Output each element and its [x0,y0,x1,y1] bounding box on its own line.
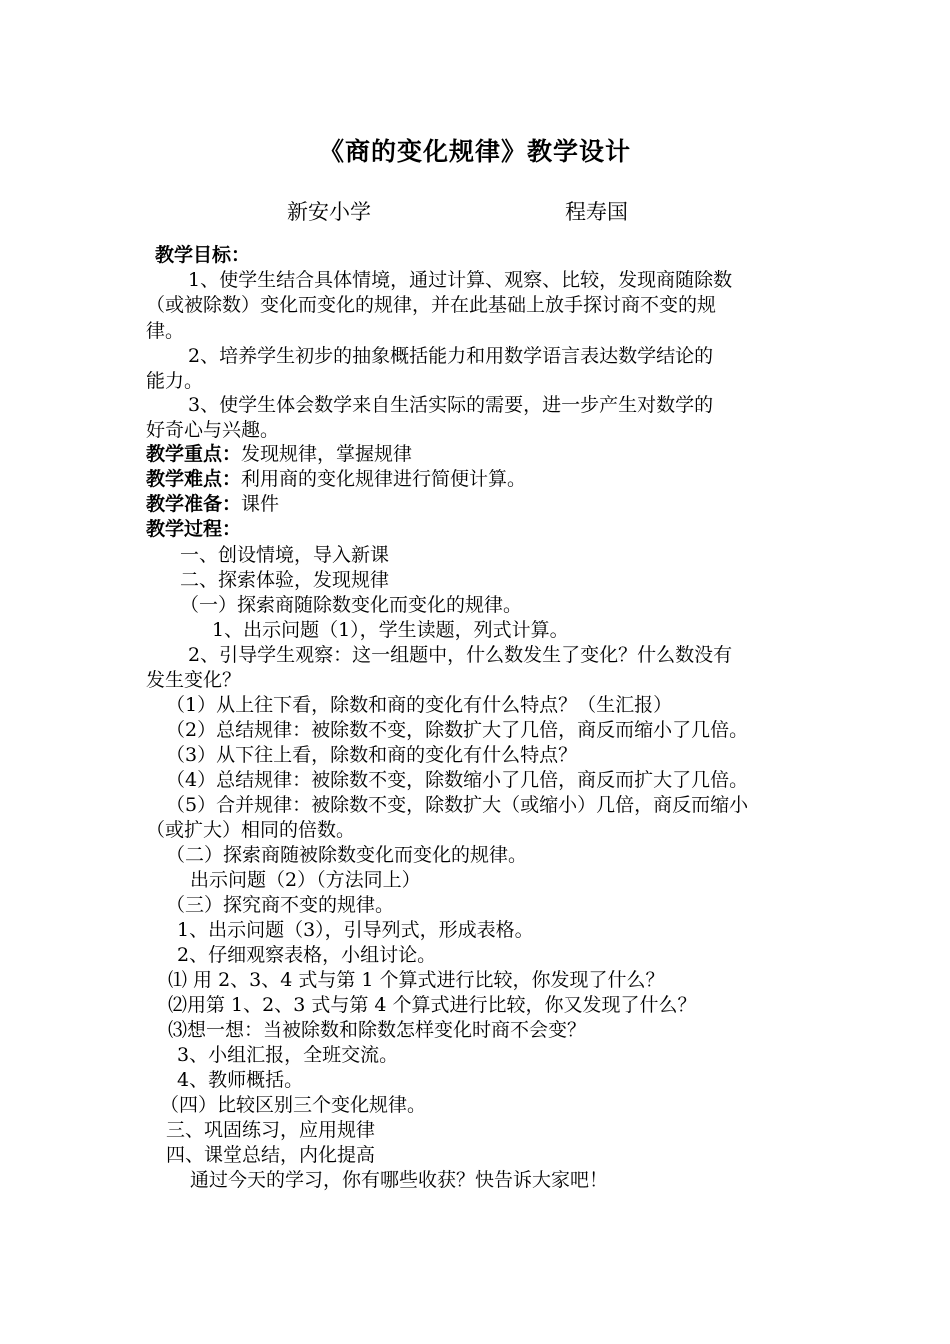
process-line: ⑵用第 1、2、3 式与第 4 个算式进行比较，你又发现了什么？ [168,994,697,1016]
process-line: 通过今天的学习，你有哪些收获？快告诉大家吧！ [190,1169,609,1191]
process-line: （1）从上往下看，除数和商的变化有什么特点？（生汇报） [166,694,673,716]
author-school: 新安小学 [287,200,371,224]
process-line: （或扩大）相同的倍数。 [146,819,356,841]
objective-2-line-2: 能力。 [146,370,204,392]
key-point [146,443,412,466]
difficulty-label: 教学难点： [146,468,242,490]
process-line: （三）探究商不变的规律。 [166,894,395,916]
process-line: 四、课堂总结，内化提高 [166,1144,376,1166]
objectives-heading: 教学目标： [155,244,251,266]
preparation-text: 课件 [241,493,280,515]
process-line: 4、教师概括。 [177,1069,304,1091]
process-line: 发生变化？ [146,669,242,691]
process-line: （4）总结规律：被除数不变，除数缩小了几倍，商反而扩大了几倍。 [166,769,749,791]
preparation-label: 教学准备： [146,493,242,515]
process-line: 1、出示问题（3），引导列式，形成表格。 [177,919,534,941]
process-line: ⑴ 用 2、3、4 式与第 1 个算式进行比较，你发现了什么？ [168,969,665,991]
process-line: （5）合并规律：被除数不变，除数扩大（或缩小）几倍，商反而缩小 [166,794,749,816]
process-line: 出示问题（2）（方法同上） [190,869,421,891]
objective-1-line-3: 律。 [146,320,185,342]
process-line: （一）探索商随除数变化而变化的规律。 [180,594,523,616]
process-line: （四）比较区别三个变化规律。 [160,1094,427,1116]
key-point-label: 教学重点： [146,443,242,465]
objective-1-line-1: 1、使学生结合具体情境，通过计算、观察、比较，发现商随除数 [188,269,733,291]
process-line: ⑶想一想：当被除数和除数怎样变化时商不会变？ [168,1019,587,1041]
preparation [146,493,279,516]
process-line: 二、探索体验，发现规律 [180,569,390,591]
objective-3-line-2: 好奇心与兴趣。 [146,419,280,441]
objective-1-line-2: （或被除数）变化而变化的规律，并在此基础上放手探讨商不变的规 [146,294,717,316]
difficulty [146,468,526,491]
objective-2-line-1: 2、培养学生初步的抽象概括能力和用数学语言表达数学结论的 [188,345,714,367]
process-line: 1、出示问题（1），学生读题，列式计算。 [212,619,569,641]
process-line: 一、创设情境，导入新课 [180,544,390,566]
process-line: （3）从下往上看，除数和商的变化有什么特点？ [166,744,578,766]
process-line: 三、巩固练习，应用规律 [166,1119,376,1141]
document-title: 《商的变化规律》教学设计 [318,137,631,166]
process-line: 2、引导学生观察：这一组题中，什么数发生了变化？什么数没有 [188,644,733,666]
difficulty-text: 利用商的变化规律进行简便计算。 [241,468,527,490]
author-name: 程寿国 [565,200,628,224]
objective-3-line-1: 3、使学生体会数学来自生活实际的需要，进一步产生对数学的 [188,394,714,416]
process-line: （二）探索商随被除数变化而变化的规律。 [166,844,528,866]
process-line: （2）总结规律：被除数不变，除数扩大了几倍，商反而缩小了几倍。 [166,719,749,741]
process-heading: 教学过程： [146,518,242,540]
process-line: 3、小组汇报，全班交流。 [177,1044,399,1066]
process-line: 2、仔细观察表格，小组讨论。 [177,944,437,966]
key-point-text: 发现规律，掌握规律 [241,443,413,465]
